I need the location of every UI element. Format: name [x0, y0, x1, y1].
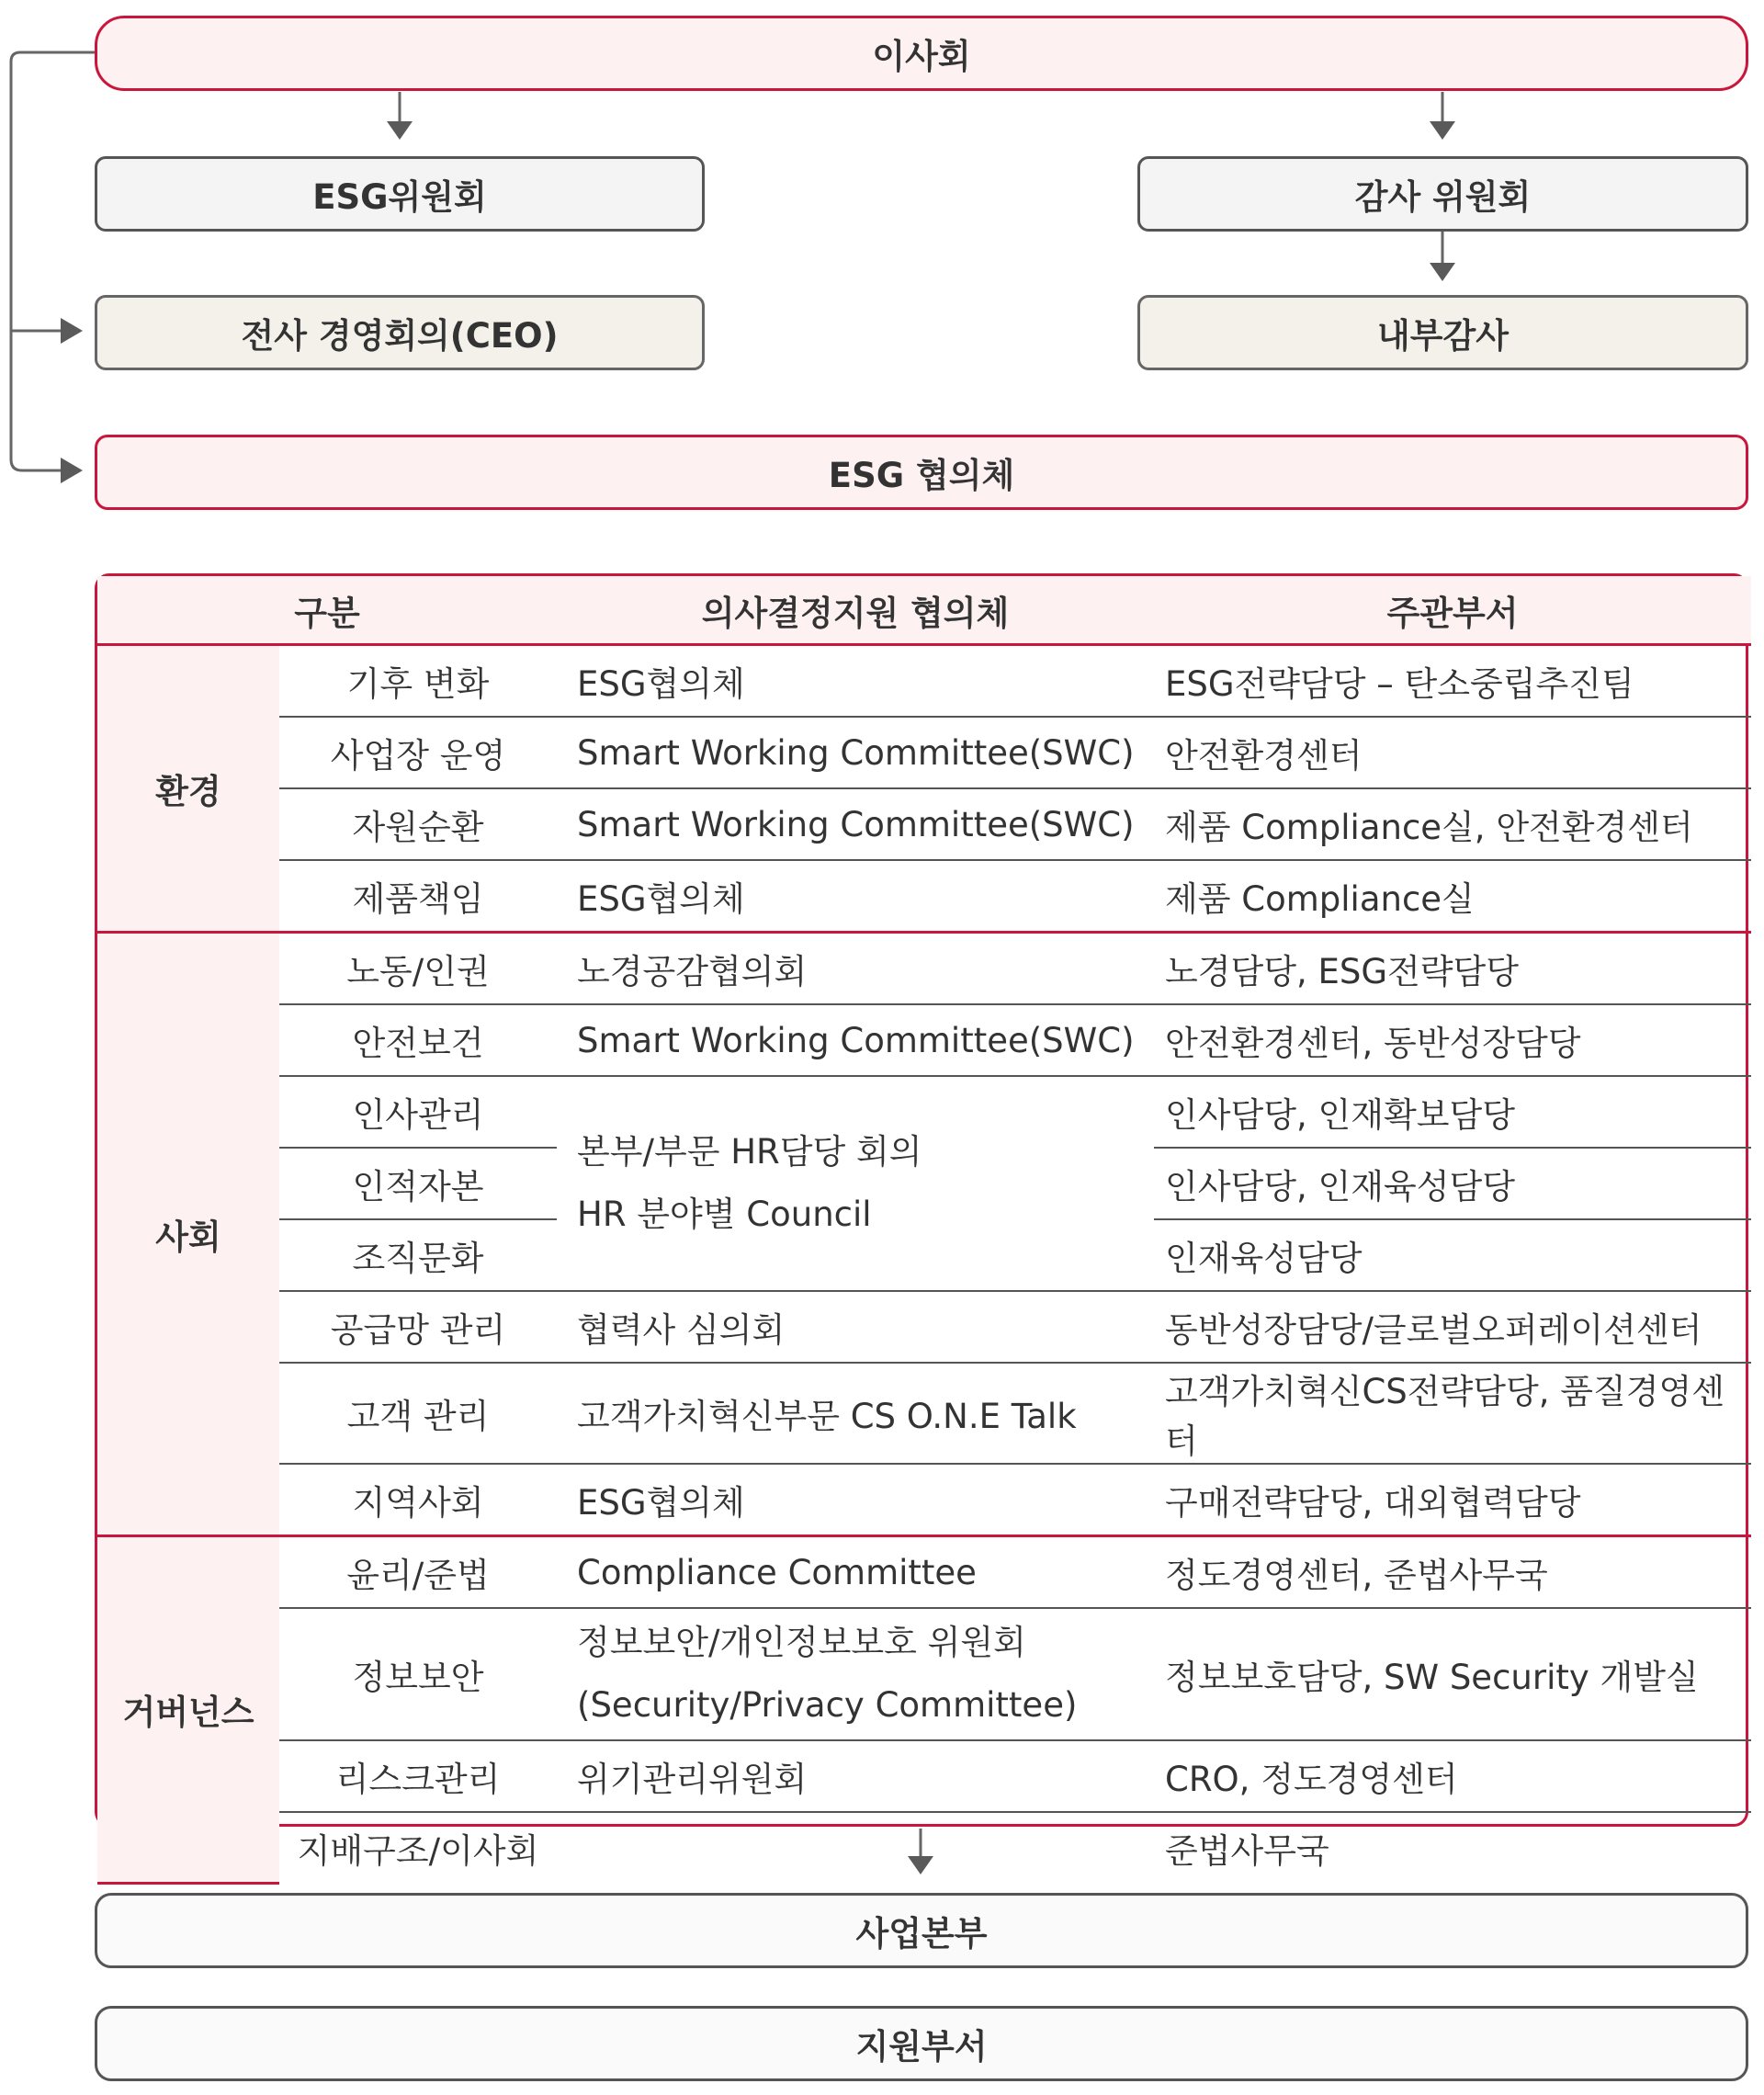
topic-cell: 윤리/준법 — [279, 1536, 557, 1609]
hr-council-line2: HR 분야별 Council — [577, 1195, 872, 1234]
table-header-row — [97, 576, 1751, 645]
dept-cell: 인재육성담당 — [1154, 1219, 1751, 1291]
dept-cell: 준법사무국 — [1165, 1831, 1329, 1871]
topic-cell: 지배구조/이사회 — [297, 1831, 539, 1871]
topic-cell: 지역사회 — [279, 1464, 557, 1536]
ceo-meeting-label: 전사 경영회의(CEO) — [241, 316, 559, 356]
council-cell: 고객가치혁신부문 CS O.N.E Talk — [557, 1363, 1154, 1464]
table-row — [97, 933, 1751, 1005]
table-row — [97, 1076, 1751, 1148]
council-cell: Smart Working Committee(SWC) — [557, 788, 1154, 860]
council-cell — [557, 1812, 1154, 1883]
ceo-meeting-box — [95, 295, 705, 370]
dept-cell: 구매전략담당, 대외협력담당 — [1154, 1464, 1751, 1536]
header-category: 구분 — [97, 576, 557, 645]
dept-cell: 제품 Compliance실, 안전환경센터 — [1154, 788, 1751, 860]
council-cell: ESG협의체 — [557, 1464, 1154, 1536]
council-cell: Compliance Committee — [557, 1536, 1154, 1609]
board-box — [95, 16, 1748, 91]
esg-committee-box — [95, 156, 705, 232]
arrow-head-audit — [1430, 121, 1455, 140]
topic-cell: 사업장 운영 — [279, 717, 557, 788]
table-row — [97, 1812, 1751, 1883]
audit-committee-box — [1137, 156, 1748, 232]
topic-cell: 안전보건 — [279, 1004, 557, 1076]
esg-council-label: ESG 협의체 — [828, 456, 1015, 495]
dept-cell: CRO, 정도경영센터 — [1154, 1740, 1751, 1812]
support-division-label: 지원부서 — [855, 2027, 988, 2067]
dept-cell: 안전환경센터 — [1154, 717, 1751, 788]
topic-cell: 공급망 관리 — [279, 1291, 557, 1363]
dept-cell: 인사담당, 인재육성담당 — [1154, 1148, 1751, 1219]
topic-cell: 인사관리 — [279, 1076, 557, 1148]
table-row — [97, 1004, 1751, 1076]
arrow-head-ceo — [61, 318, 83, 344]
hr-council-line1: 본부/부문 HR담당 회의 — [577, 1132, 922, 1172]
header-dept: 주관부서 — [1154, 576, 1751, 645]
dept-cell: 노경담당, ESG전략담당 — [1154, 933, 1751, 1005]
dept-cell: 인사담당, 인재확보담당 — [1154, 1076, 1751, 1148]
header-council: 의사결정지원 협의체 — [557, 576, 1154, 645]
topic-cell: 고객 관리 — [279, 1363, 557, 1464]
category-environment: 환경 — [97, 645, 279, 933]
dept-cell: 정보보호담당, SW Security 개발실 — [1154, 1608, 1751, 1740]
dept-cell: 제품 Compliance실 — [1154, 860, 1751, 933]
dept-cell: 고객가치혁신CS전략담당, 품질경영센터 — [1154, 1363, 1751, 1464]
arrow-head-esg-council — [61, 458, 83, 483]
table-row — [97, 717, 1751, 788]
table-row — [97, 1464, 1751, 1536]
table-row — [97, 1740, 1751, 1812]
council-cell-hr-merged — [557, 1076, 1154, 1291]
topic-cell: 자원순환 — [279, 788, 557, 860]
esg-council-box — [95, 435, 1748, 510]
board-label: 이사회 — [872, 37, 971, 76]
council-cell: ESG협의체 — [557, 860, 1154, 933]
internal-audit-box — [1137, 295, 1748, 370]
dept-cell: ESG전략담당 – 탄소중립추진팀 — [1154, 645, 1751, 718]
support-division-box — [95, 2006, 1748, 2081]
council-cell: 위기관리위원회 — [557, 1740, 1154, 1812]
arrow-head-esg-committee — [387, 121, 413, 140]
topic-cell: 노동/인권 — [279, 933, 557, 1005]
security-council-line2: (Security/Privacy Committee) — [577, 1685, 1078, 1725]
topic-cell: 리스크관리 — [279, 1740, 557, 1812]
table-row — [97, 1536, 1751, 1609]
category-social: 사회 — [97, 933, 279, 1536]
dept-cell: 정도경영센터, 준법사무국 — [1154, 1536, 1751, 1609]
topic-cell: 정보보안 — [279, 1608, 557, 1740]
dept-cell: 안전환경센터, 동반성장담당 — [1154, 1004, 1751, 1076]
business-division-label: 사업본부 — [855, 1914, 988, 1953]
table-row — [97, 1608, 1751, 1740]
category-governance: 거버넌스 — [97, 1536, 279, 1884]
internal-audit-label: 내부감사 — [1377, 316, 1509, 356]
topic-cell: 조직문화 — [279, 1219, 557, 1291]
esg-committee-label: ESG위원회 — [312, 177, 487, 217]
left-bracket-line — [11, 52, 95, 470]
table-row — [97, 1291, 1751, 1363]
topic-cell: 기후 변화 — [279, 645, 557, 718]
arrow-head-internal-audit — [1430, 263, 1455, 281]
security-council-line1: 정보보안/개인정보보호 위원회 — [577, 1623, 1026, 1662]
council-cell: Smart Working Committee(SWC) — [557, 717, 1154, 788]
topic-cell: 인적자본 — [279, 1148, 557, 1219]
esg-governance-table — [95, 573, 1748, 1871]
council-cell: 노경공감협의회 — [557, 933, 1154, 1005]
table-row — [97, 860, 1751, 933]
council-cell: 협력사 심의회 — [557, 1291, 1154, 1363]
table-row — [97, 1363, 1751, 1464]
table-row — [97, 645, 1751, 718]
council-cell-two-line — [557, 1608, 1154, 1740]
audit-committee-label: 감사 위원회 — [1354, 177, 1532, 217]
table-row — [97, 788, 1751, 860]
council-cell: Smart Working Committee(SWC) — [557, 1004, 1154, 1076]
topic-cell: 제품책임 — [279, 860, 557, 933]
council-cell: ESG협의체 — [557, 645, 1154, 718]
business-division-box — [95, 1893, 1748, 1968]
dept-cell: 동반성장담당/글로벌오퍼레이션센터 — [1154, 1291, 1751, 1363]
